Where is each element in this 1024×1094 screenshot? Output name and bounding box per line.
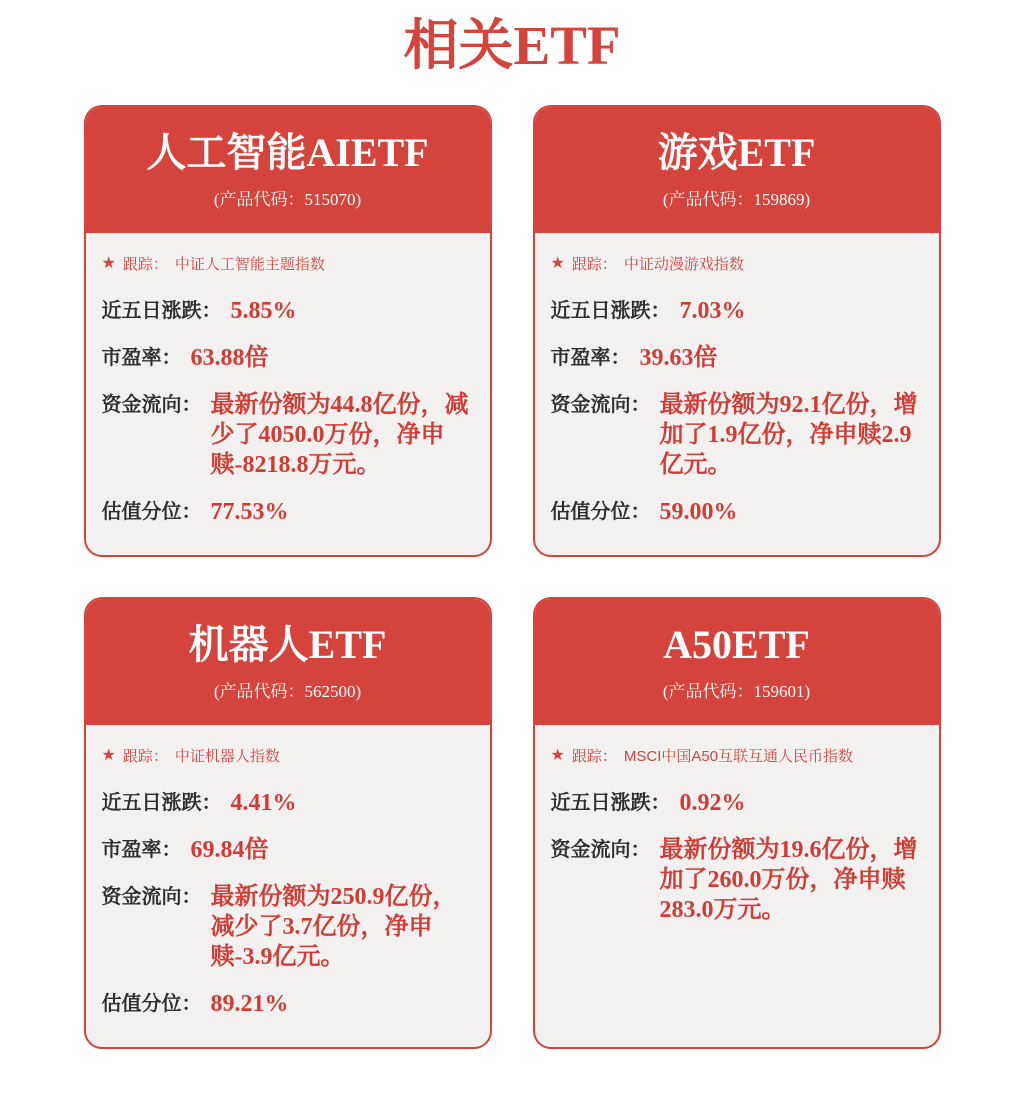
pe-value: 39.63倍 — [639, 345, 718, 372]
star-icon: ★ — [101, 746, 116, 764]
etf-card-header — [535, 107, 939, 233]
pe-label: 市盈率： — [101, 839, 182, 862]
flow-value: 最新份额为44.8亿份，减少了4050.0万份，净申赎-8218.8万元。 — [210, 392, 469, 479]
etf-card-body — [535, 233, 939, 555]
etf-card-body — [86, 233, 490, 555]
pe-row — [102, 835, 476, 865]
valuation-label: 估值分位： — [101, 993, 202, 1016]
change5d-value: 7.03% — [679, 298, 746, 325]
flow-value: 最新份额为19.6亿份，增加了260.0万份，净申赎283.0万元。 — [659, 837, 918, 924]
flow-label: 资金流向： — [550, 394, 651, 417]
etf-card — [533, 105, 941, 557]
star-icon: ★ — [550, 254, 565, 272]
etf-product-code: (产品代码：159869) — [662, 189, 811, 209]
track-row — [102, 253, 476, 274]
track-index-name: MSCI中国A50互联互通人民币指数 — [623, 748, 854, 766]
etf-product-code: (产品代码：159601) — [662, 681, 811, 701]
track-index-name: 中证人工智能主题指数 — [174, 256, 325, 274]
change5d-value: 5.85% — [230, 298, 297, 325]
etf-name: 游戏ETF — [657, 129, 816, 175]
etf-card — [533, 597, 941, 1049]
page — [0, 14, 1024, 1049]
track-row — [102, 745, 476, 766]
flow-label: 资金流向： — [101, 394, 202, 417]
track-index-name: 中证机器人指数 — [174, 748, 280, 766]
pe-label: 市盈率： — [550, 347, 631, 370]
valuation-row — [102, 989, 476, 1019]
track-label: 跟踪： — [571, 748, 617, 766]
flow-label: 资金流向： — [550, 839, 651, 862]
change5d-row — [102, 296, 476, 326]
etf-card-header — [535, 599, 939, 725]
valuation-value: 77.53% — [210, 499, 289, 526]
etf-cards-grid — [0, 105, 1024, 1049]
track-label: 跟踪： — [122, 748, 168, 766]
etf-card — [84, 105, 492, 557]
change5d-value: 4.41% — [230, 790, 297, 817]
track-index-name: 中证动漫游戏指数 — [623, 256, 744, 274]
etf-name: 机器人ETF — [188, 621, 387, 667]
star-icon: ★ — [101, 254, 116, 272]
track-row — [551, 745, 925, 766]
valuation-row — [102, 497, 476, 527]
etf-card-header — [86, 107, 490, 233]
etf-name: A50ETF — [663, 621, 810, 667]
pe-row — [102, 343, 476, 373]
flow-value: 最新份额为250.9亿份，减少了3.7亿份，净申赎-3.9亿元。 — [210, 884, 457, 971]
etf-product-code: (产品代码：515070) — [213, 189, 362, 209]
change5d-label: 近五日涨跌： — [550, 300, 671, 323]
etf-card-body — [86, 725, 490, 1047]
flow-value: 最新份额为92.1亿份，增加了1.9亿份，净申赎2.9亿元。 — [659, 392, 918, 479]
etf-card-header — [86, 599, 490, 725]
pe-value: 63.88倍 — [190, 345, 269, 372]
change5d-label: 近五日涨跌： — [550, 792, 671, 815]
change5d-row — [551, 296, 925, 326]
change5d-row — [551, 788, 925, 818]
etf-product-code: (产品代码：562500) — [213, 681, 362, 701]
change5d-row — [102, 788, 476, 818]
etf-card — [84, 597, 492, 1049]
flow-row — [102, 882, 476, 972]
track-label: 跟踪： — [571, 256, 617, 274]
change5d-value: 0.92% — [679, 790, 746, 817]
flow-row — [102, 390, 476, 480]
change5d-label: 近五日涨跌： — [101, 792, 222, 815]
valuation-label: 估值分位： — [550, 501, 651, 524]
pe-row — [551, 343, 925, 373]
track-row — [551, 253, 925, 274]
valuation-label: 估值分位： — [101, 501, 202, 524]
star-icon: ★ — [550, 746, 565, 764]
etf-name: 人工智能AIETF — [146, 129, 429, 175]
etf-card-body — [535, 725, 939, 1047]
change5d-label: 近五日涨跌： — [101, 300, 222, 323]
valuation-row — [551, 497, 925, 527]
pe-label: 市盈率： — [101, 347, 182, 370]
flow-label: 资金流向： — [101, 886, 202, 909]
flow-row — [551, 835, 925, 925]
valuation-value: 89.21% — [210, 991, 289, 1018]
valuation-value: 59.00% — [659, 499, 738, 526]
flow-row — [551, 390, 925, 480]
page-title: 相关ETF — [403, 15, 621, 76]
track-label: 跟踪： — [122, 256, 168, 274]
pe-value: 69.84倍 — [190, 837, 269, 864]
